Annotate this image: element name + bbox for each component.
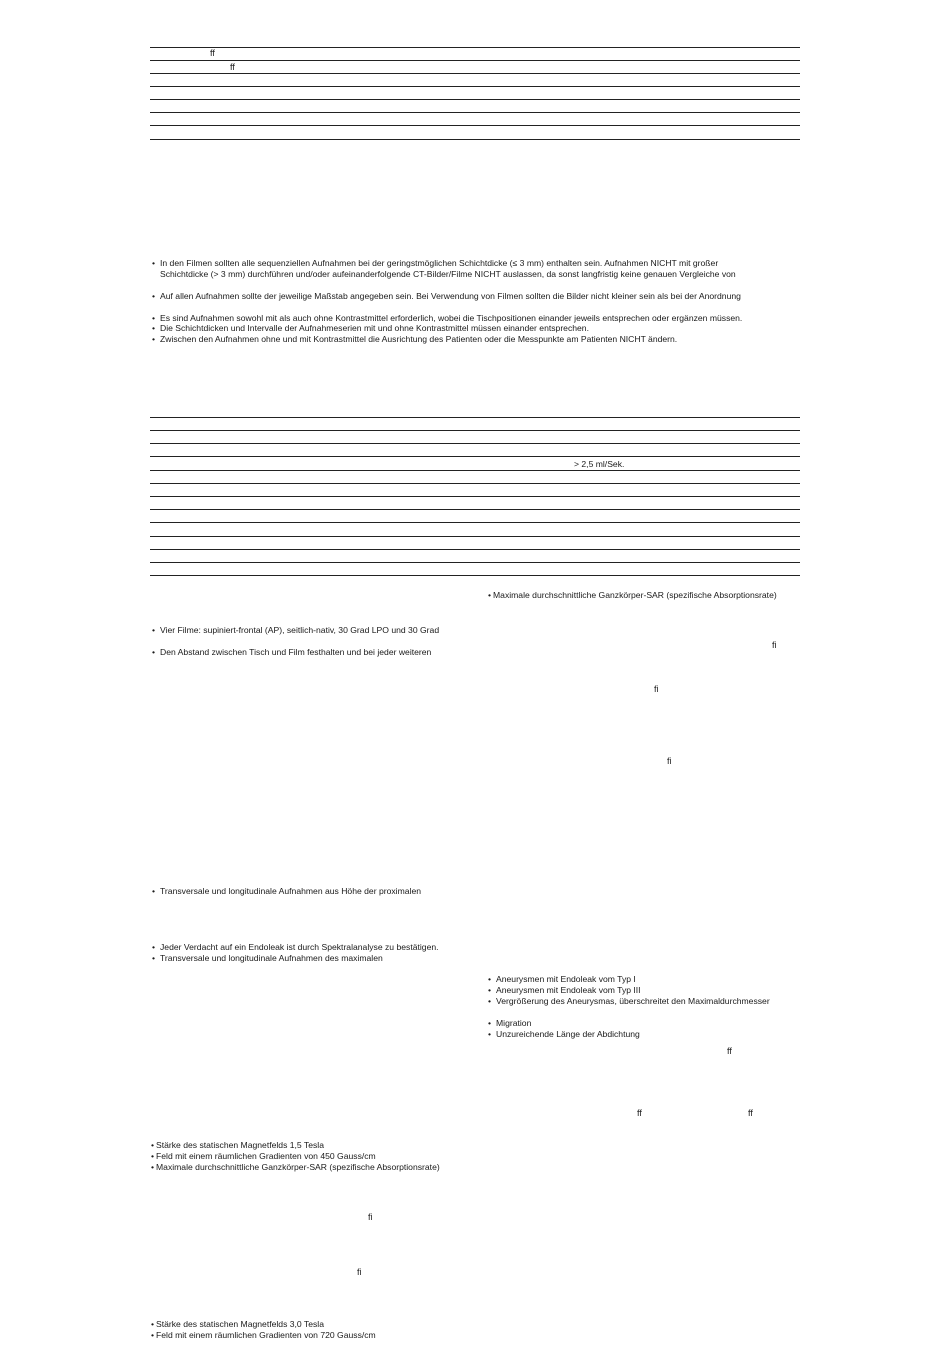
list-item-text: Aneurysmen mit Endoleak vom Typ III	[496, 985, 641, 995]
list-item: • Transversale und longitudinale Aufnahmen aus Höhe der proximalen	[152, 886, 421, 896]
list-item: • Aneurysmen mit Endoleak vom Typ III	[488, 985, 641, 995]
list-item-text: Vier Filme: supiniert-frontal (AP), seitlich-nativ, 30 Grad LPO und 30 Grad	[160, 625, 440, 635]
list-item-text: Transversale und longitudinale Aufnahmen des maximalen	[160, 953, 383, 963]
list-item: • Vier Filme: supiniert-frontal (AP), seitlich-nativ, 30 Grad LPO und 30 Grad	[152, 625, 440, 635]
list-item-text: Die Schichtdicken und Intervalle der Aufnahmeserien mit und ohne Kontrastmittel müssen einander entsprechen.	[160, 323, 589, 333]
list-item-text: Stärke des statischen Magnetfelds 3,0 Tesla	[156, 1319, 324, 1329]
ligature-fragment: ff	[637, 1108, 642, 1118]
list-item: • Feld mit einem räumlichen Gradienten von 720 Gauss/cm	[151, 1330, 376, 1340]
table-rule	[150, 99, 800, 100]
table-rule	[150, 73, 800, 74]
ligature-fragment: ff	[230, 62, 235, 72]
list-item-text: Maximale durchschnittliche Ganzkörper-SAR (spezifische Absorptionsrate)	[493, 590, 777, 600]
ligature-fragment: fi	[772, 640, 777, 650]
table-rule	[150, 549, 800, 550]
flow-rate-cell: > 2,5 ml/Sek.	[574, 459, 625, 469]
ligature-fragment: fi	[357, 1267, 362, 1277]
list-item-text: Unzureichende Länge der Abdichtung	[496, 1029, 640, 1039]
list-item: • In den Filmen sollten alle sequenziellen Aufnahmen bei der geringstmöglichen Schichtdicke (≤ 3 mm) enthalten sein. Aufnahmen NICHT mit großer	[152, 258, 719, 268]
list-item: • Unzureichende Länge der Abdichtung	[488, 1029, 640, 1039]
list-item: • Vergrößerung des Aneurysmas, überschreitet den Maximaldurchmesser	[488, 996, 770, 1006]
table-rule	[150, 47, 800, 48]
list-item-text: Zwischen den Aufnahmen ohne und mit Kontrastmittel die Ausrichtung des Patienten oder die Messpunkte am Patienten NICHT ändern.	[160, 334, 678, 344]
table-rule	[150, 562, 800, 563]
list-item-text: Auf allen Aufnahmen sollte der jeweilige Maßstab angegeben sein. Bei Verwendung von Filmen sollten die Bilder nicht kleiner sein als bei der Anordnung	[160, 291, 741, 301]
list-item: • Den Abstand zwischen Tisch und Film festhalten und bei jeder weiteren	[152, 647, 432, 657]
list-item-text: Aneurysmen mit Endoleak vom Typ I	[496, 974, 636, 984]
list-item-text: Maximale durchschnittliche Ganzkörper-SAR (spezifische Absorptionsrate)	[156, 1162, 440, 1172]
ligature-fragment: fi	[654, 684, 659, 694]
table-rule	[150, 456, 800, 457]
list-item: • Auf allen Aufnahmen sollte der jeweilige Maßstab angegeben sein. Bei Verwendung von Filmen sollten die Bilder nicht kleiner sein als bei der Anordnung	[152, 291, 741, 301]
list-item-text: Feld mit einem räumlichen Gradienten von 720 Gauss/cm	[156, 1330, 376, 1340]
list-item: • Migration	[488, 1018, 532, 1028]
list-item-text: Migration	[496, 1018, 532, 1028]
ligature-fragment: ff	[748, 1108, 753, 1118]
list-item: • Zwischen den Aufnahmen ohne und mit Kontrastmittel die Ausrichtung des Patienten oder die Messpunkte am Patienten NICHT ändern.	[152, 334, 678, 344]
table-rule	[150, 536, 800, 537]
list-item: • Maximale durchschnittliche Ganzkörper-SAR (spezifische Absorptionsrate)	[151, 1162, 440, 1172]
ligature-fragment: fi	[667, 756, 672, 766]
list-item: • Stärke des statischen Magnetfelds 3,0 Tesla	[151, 1319, 324, 1329]
table-rule	[150, 470, 800, 471]
table-rule	[150, 509, 800, 510]
ligature-fragment: ff	[727, 1046, 732, 1056]
table-rule	[150, 139, 800, 140]
list-item: • Stärke des statischen Magnetfelds 1,5 Tesla	[151, 1140, 324, 1150]
table-rule	[150, 86, 800, 87]
table-rule	[150, 430, 800, 431]
list-item: • Transversale und longitudinale Aufnahmen des maximalen	[152, 953, 383, 963]
table-rule	[150, 112, 800, 113]
table-rule	[150, 483, 800, 484]
list-item: • Es sind Aufnahmen sowohl mit als auch ohne Kontrastmittel erforderlich, wobei die Tischpositionen einander jeweils entsprechen oder ergänzen müssen.	[152, 313, 743, 323]
list-item-text: In den Filmen sollten alle sequenziellen Aufnahmen bei der geringstmöglichen Schichtdicke (≤ 3 mm) enthalten sein. Aufnahmen NICHT mit großer	[160, 258, 719, 268]
list-item-text: Schichtdicke (> 3 mm) durchführen und/oder aufeinanderfolgende CT-Bilder/Filme NICHT auslassen, da sonst langfristig keine genauen Vergleiche von	[160, 269, 736, 279]
list-item-text: Transversale und longitudinale Aufnahmen aus Höhe der proximalen	[160, 886, 421, 896]
list-item-continuation	[160, 269, 736, 280]
list-item-text: Stärke des statischen Magnetfelds 1,5 Tesla	[156, 1140, 324, 1150]
list-item: • Maximale durchschnittliche Ganzkörper-SAR (spezifische Absorptionsrate)	[488, 590, 777, 600]
table-rule	[150, 125, 800, 126]
list-item: • Die Schichtdicken und Intervalle der Aufnahmeserien mit und ohne Kontrastmittel müssen einander entsprechen.	[152, 323, 589, 333]
table-rule	[150, 522, 800, 523]
table-rule	[150, 60, 800, 61]
list-item-text: Es sind Aufnahmen sowohl mit als auch ohne Kontrastmittel erforderlich, wobei die Tischpositionen einander jeweils entsprechen oder ergänzen müssen.	[160, 313, 743, 323]
ligature-fragment: fi	[368, 1212, 373, 1222]
list-item: • Jeder Verdacht auf ein Endoleak ist durch Spektralanalyse zu bestätigen.	[152, 942, 439, 952]
list-item-text: Feld mit einem räumlichen Gradienten von 450 Gauss/cm	[156, 1151, 376, 1161]
list-item-text: Den Abstand zwischen Tisch und Film festhalten und bei jeder weiteren	[160, 647, 432, 657]
list-item-text: Vergrößerung des Aneurysmas, überschreitet den Maximaldurchmesser	[496, 996, 770, 1006]
table-rule	[150, 443, 800, 444]
table-rule	[150, 496, 800, 497]
table-rule	[150, 417, 800, 418]
ligature-fragment: ff	[210, 48, 215, 58]
table-rule	[150, 575, 800, 576]
list-item: • Aneurysmen mit Endoleak vom Typ I	[488, 974, 636, 984]
list-item: • Feld mit einem räumlichen Gradienten von 450 Gauss/cm	[151, 1151, 376, 1161]
list-item-text: Jeder Verdacht auf ein Endoleak ist durch Spektralanalyse zu bestätigen.	[160, 942, 439, 952]
